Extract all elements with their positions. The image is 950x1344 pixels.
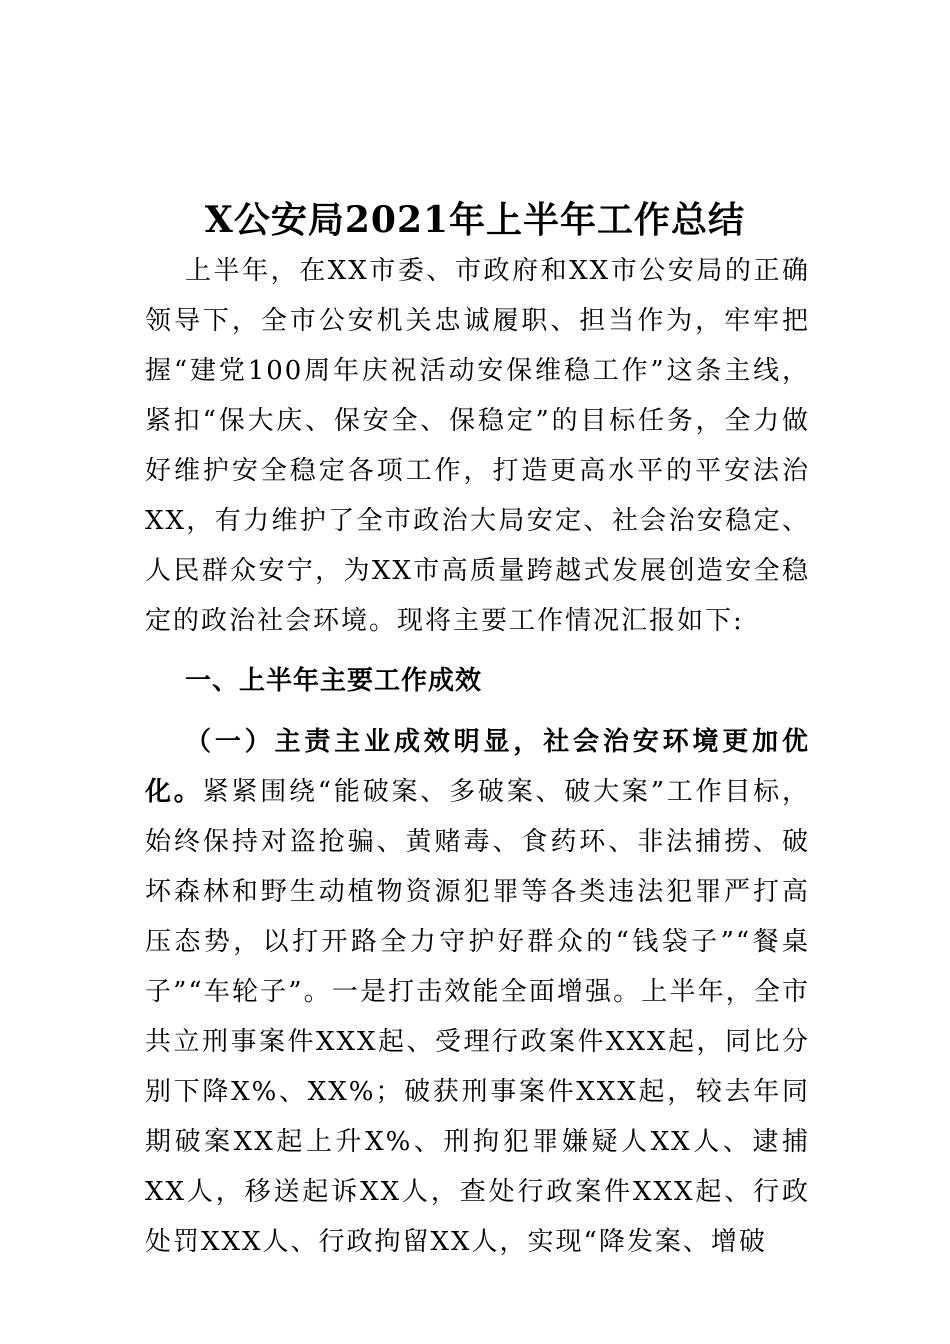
section-heading: 一、上半年主要工作成效 <box>185 666 483 696</box>
subsection-lead: （一）主责主业成效明显，社会治安环境更加优化。 <box>145 727 810 807</box>
subsection-text: 紧紧围绕“能破案、多破案、破大案”工作目标，始终保持对盗抢骗、黄赌毒、食药环、非法捕捞、破坏森林和野生动植物资源犯罪等各类违法犯罪严打高压态势，以打开路全力守护好群众的“钱袋子”“餐桌子”“车轮子”。一是打击效能全面增强。上半年，全市共立刑事案件XXX起、受理行政案件XXX起，同比分别下降X%、XX%；破获刑事案件XXX起，较去年同期破案XX起上升X%、刑拘犯罪嫌疑人XX人、逮捕XX人，移送起诉XX人，查处行政案件XXX起、行政处罚XXX人、行政拘留XX人，实现“降发案、增破 <box>145 777 810 1257</box>
intro-paragraph: 上半年，在XX市委、市政府和XX市公安局的正确领导下，全市公安机关忠诚履职、担当作为，牢牢把握“建党100周年庆祝活动安保维稳工作”这条主线，紧扣“保大庆、保安全、保稳定”的目标任务，全力做好维护安全稳定各项工作，打造更高水平的平安法治XX，有力维护了全市政治大局安定、社会治安稳定、人民群众安宁，为XX市高质量跨越式发展创造安全稳定的政治社会环境。现将主要工作情况汇报如下: <box>145 256 810 636</box>
document-title: X公安局2021年上半年工作总结 <box>204 199 746 242</box>
section-paragraph <box>145 717 810 1267</box>
